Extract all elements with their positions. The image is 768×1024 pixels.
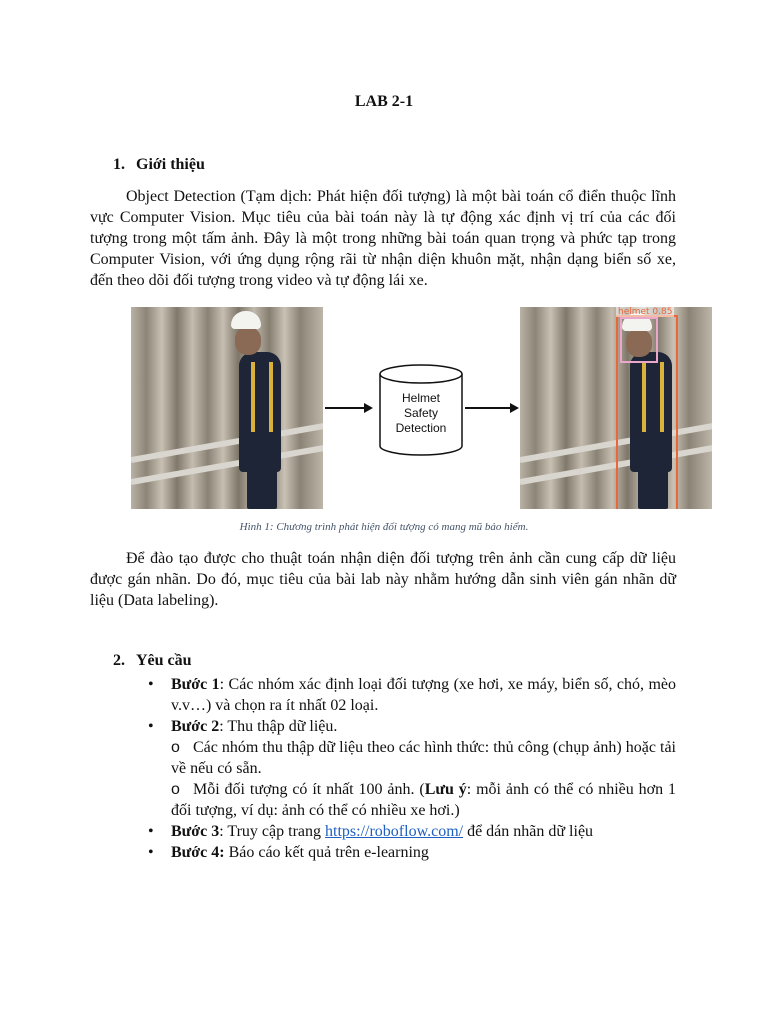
list-item <box>146 842 676 863</box>
step-text: : Thu thập dữ liệu. <box>219 718 338 735</box>
step-label: Bước 1 <box>171 676 220 693</box>
steps-list <box>146 674 676 863</box>
step-label: Bước 3 <box>171 823 220 840</box>
output-photo <box>520 307 712 509</box>
input-photo <box>131 307 323 509</box>
section-2-number: 2. <box>113 652 125 669</box>
bbox-label: helmet 0.85 <box>618 307 673 317</box>
purpose-paragraph-text: Để đào tạo được cho thuật toán nhận diện đối tượng trên ảnh cần cung cấp dữ liệu được gán nhãn. Do đó, mục tiêu của bài lab này nhằm hướng dẫn sinh viên gán nhãn dữ liệu (Data labeling). <box>90 550 676 609</box>
list-item <box>146 821 676 842</box>
step-text: Báo cáo kết quả trên e-learning <box>224 844 429 861</box>
step-text-rest: để dán nhãn dữ liệu <box>463 823 594 840</box>
bullet-icon: • <box>148 718 154 735</box>
step-label: Bước 2 <box>171 718 220 735</box>
step-text: : Truy cập trang <box>219 823 326 840</box>
sub-marker-icon: o <box>171 739 180 756</box>
sub-item-text-rest: : mỗi ảnh có thể có nhiều hơn 1 đối tượng, ví dụ: ảnh có thể có nhiều xe hơi.) <box>171 781 676 819</box>
intro-paragraph-text: Object Detection (Tạm dịch: Phát hiện đối tượng) là một bài toán cổ điển thuộc lĩnh vực Computer Vision. Mục tiêu của bài toán này là tự động xác định vị trí của các đối tượng trong một tấm ảnh. Đây là một trong những bài toán quan trọng và phức tạp trong Computer Vision, với ứng dụng rộng rãi từ nhận diện khuôn mặt, nhận dạng biển số xe, đến theo dõi đối tượng trong video và tự động lái xe. <box>90 188 676 289</box>
section-2-heading <box>113 652 192 670</box>
section-1-heading <box>113 156 205 174</box>
intro-paragraph <box>90 186 676 291</box>
section-1-number: 1. <box>113 156 125 173</box>
cylinder-label: Helmet Safety Detection <box>395 391 447 435</box>
step-text: : Các nhóm xác định loại đối tượng (xe hơi, xe máy, biển số, chó, mèo v.v…) và chọn ra ít nhất 02 loại. <box>171 676 677 714</box>
sub-marker-icon: o <box>171 781 180 798</box>
detection-figure <box>131 307 713 509</box>
list-item <box>146 716 676 821</box>
section-1-title: Giới thiệu <box>136 156 205 173</box>
figure-caption: Hình 1: Chương trình phát hiện đối tượng có mang mũ bảo hiểm. <box>239 521 529 533</box>
sub-item-text: Mỗi đối tượng có ít nhất 100 ảnh. ( <box>193 781 425 798</box>
page-title: LAB 2-1 <box>354 93 414 110</box>
step-label: Bước 4: <box>171 844 225 861</box>
sub-item <box>171 779 676 821</box>
sub-item-text: Các nhóm thu thập dữ liệu theo các hình thức: thủ công (chụp ảnh) hoặc tải về nếu có sẵn. <box>171 739 676 777</box>
section-2-title: Yêu cầu <box>136 652 192 669</box>
list-item <box>146 674 676 716</box>
bullet-icon: • <box>148 676 154 693</box>
roboflow-link[interactable]: https://roboflow.com/ <box>325 823 464 840</box>
purpose-paragraph <box>90 548 676 611</box>
bullet-icon: • <box>148 844 154 861</box>
helmet-bounding-box <box>620 317 658 363</box>
sub-item <box>171 737 676 779</box>
note-label: Lưu ý <box>424 781 467 798</box>
bullet-icon: • <box>148 823 154 840</box>
